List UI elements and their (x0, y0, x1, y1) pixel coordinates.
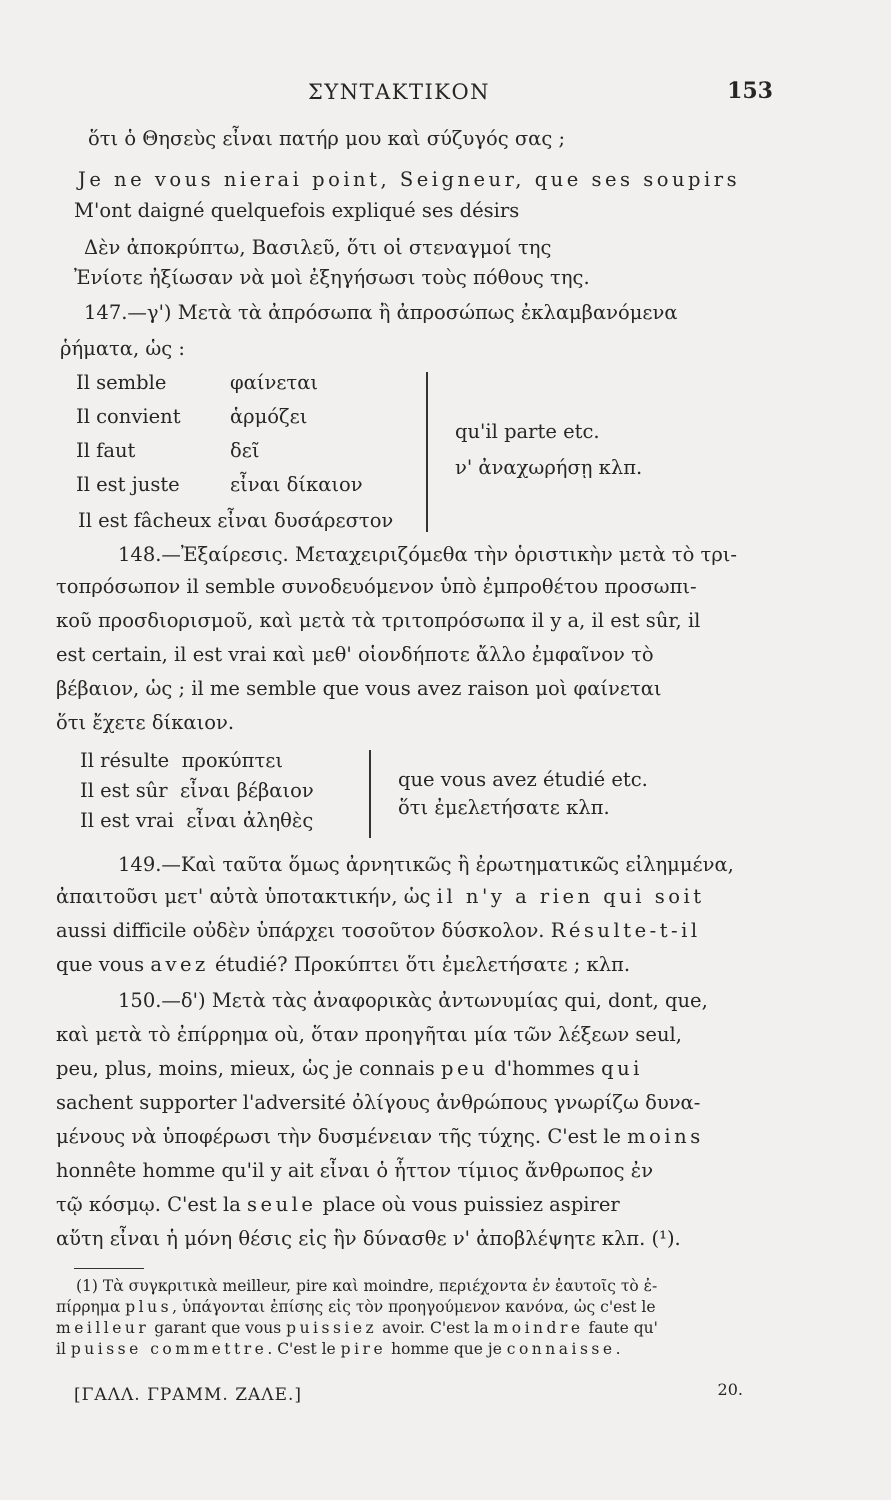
paragraph-150-line: honnête homme qu'il y ait εἶναι ὁ ἧττον τίμιος ἄνθρωπος ἐν (56, 1159, 654, 1182)
paragraph-148-line: 148.—Ἐξαίρεσις. Μεταχειριζόμεθα τὴν ὁριστικὴν μετὰ τὸ τρι- (118, 543, 738, 566)
paragraph-149-line: ἀπαιτοῦσι μετ' αὐτὰ ὑποτακτικήν, ὡς il n'y a rien qui soit (56, 885, 705, 908)
french-verb: Il semble (76, 371, 167, 394)
expression: Il résulte προκύπτει (80, 749, 284, 772)
paragraph-150-line: μένους νὰ ὑποφέρωσι τὴν δυσμένειαν τῆς τύχης. C'est le moins (56, 1125, 704, 1148)
footnote-line: meilleur garant que vous puissiez avoir. C'est la moindre faute qu' (56, 1319, 658, 1337)
expression: Il est sûr εἶναι βέβαιον (80, 779, 314, 802)
sheet-number: 20. (717, 1380, 743, 1399)
greek-verb: δεῖ (230, 439, 260, 462)
expression: Il est vrai εἶναι ἀληθὲς (80, 809, 314, 832)
french-verb: Il est fâcheux εἶναι δυσάρεστον (78, 509, 394, 532)
text-line: Ἐνίοτε ἠξίωσαν νὰ μοὶ ἐξηγήσωσι τοὺς πόθους της. (74, 266, 590, 289)
clause-greek: ν' ἀναχωρήσῃ κλπ. (455, 456, 643, 479)
brace (357, 750, 371, 838)
paragraph-148-line: κοῦ προσδιορισμοῦ, καὶ μετὰ τὰ τριτοπρόσωπα il y a, il est sûr, il (56, 609, 701, 632)
paragraph-149-line: 149.—Καὶ ταῦτα ὅμως ἀρνητικῶς ἢ ἐρωτηματικῶς εἰλημμένα, (118, 853, 734, 876)
text-line: Je ne vous nierai point, Seigneur, que ses soupirs (78, 168, 741, 191)
greek-verb: φαίνεται (230, 371, 319, 394)
greek-verb: ἁρμόζει (230, 405, 308, 428)
paragraph-148-line: τοπρόσωπον il semble συνοδευόμενον ὑπὸ ἐμπροθέτου προσωπι- (56, 575, 697, 598)
french-verb: Il convient (76, 405, 181, 428)
verbs-greek-column (230, 370, 363, 506)
footnote-rule (74, 1268, 144, 1269)
paragraph-149-line: que vous avez étudié? Προκύπτει ὅτι ἐμελετήσατε ; κλπ. (56, 953, 631, 976)
printer-signature: [ΓΑΛΛ. ΓΡΑΜΜ. ΖΑΛΕ.] (74, 1385, 303, 1405)
greek-verb: εἶναι δίκαιον (230, 473, 363, 496)
paragraph-150-line: αὕτη εἶναι ἡ μόνη θέσις εἰς ἣν δύνασθε ν' ἀποβλέψητε κλπ. (¹). (56, 1227, 681, 1250)
paragraph-148-line: est certain, il est vrai καὶ μεθ' οἱονδήποτε ἄλλο ἐμφαῖνον τὸ (56, 643, 654, 666)
paragraph-148-line: ὅτι ἔχετε δίκαιον. (56, 711, 235, 734)
running-header: ΣΥΝΤΑΚΤΙΚΟΝ (308, 80, 491, 104)
verbs-french-column (76, 370, 181, 506)
clause-french: que vous avez étudié etc. (398, 768, 648, 791)
paragraph-150-line: τῷ κόσμῳ. C'est la seule place où vous puissiez aspirer (56, 1193, 620, 1216)
french-verb: Il faut (76, 439, 136, 462)
clause-french: qu'il parte etc. (455, 420, 600, 443)
paragraph-149-line: aussi difficile οὐδὲν ὑπάρχει τοσοῦτον δύσκολον. Résulte-t-il (56, 919, 701, 942)
paragraph-147-line: ῥήματα, ὡς : (60, 337, 185, 360)
clause-greek: ὅτι ἐμελετήσατε κλπ. (398, 796, 610, 819)
text-line: M'ont daigné quelquefois expliqué ses désirs (74, 199, 520, 222)
expressions-column (80, 748, 314, 838)
footnote-line: (1) Τὰ συγκριτικὰ meilleur, pire καὶ moindre, περιέχοντα ἐν ἑαυτοῖς τὸ ἐ- (76, 1277, 658, 1295)
brace (410, 372, 428, 532)
paragraph-150-line: 150.—δ') Μετὰ τὰς ἀναφορικὰς ἀντωνυμίας qui, dont, que, (118, 989, 708, 1012)
paragraph-147-line: 147.—γ') Μετὰ τὰ ἀπρόσωπα ἢ ἀπροσώπως ἐκλαμβανόμενα (84, 301, 678, 324)
text-line: ὅτι ὁ Θησεὺς εἶναι πατήρ μου καὶ σύζυγός σας ; (88, 127, 566, 150)
paragraph-148-line: βέβαιον, ὡς ; il me semble que vous avez raison μοὶ φαίνεται (56, 677, 662, 700)
paragraph-150-line: sachent supporter l'adversité ὀλίγους ἀνθρώπους γνωρίζω δυνα- (56, 1091, 701, 1114)
paragraph-150-line: peu, plus, moins, mieux, ὡς je connais peu d'hommes qui (56, 1057, 643, 1080)
paragraph-150-line: καὶ μετὰ τὸ ἐπίρρημα où, ὅταν προηγῆται μία τῶν λέξεων seul, (56, 1023, 682, 1046)
french-verb: Il est juste (76, 473, 180, 496)
page-number: 153 (727, 78, 773, 104)
text-line: Δὲν ἀποκρύπτω, Βασιλεῦ, ὅτι οἱ στεναγμοί της (84, 236, 552, 259)
footnote-line: il puisse commettre. C'est le pire homme que je connaisse. (56, 1340, 621, 1358)
footnote-line: πίρρημα plus, ὑπάγονται ἐπίσης εἰς τὸν προηγούμενον κανόνα, ὡς c'est le (56, 1298, 656, 1316)
